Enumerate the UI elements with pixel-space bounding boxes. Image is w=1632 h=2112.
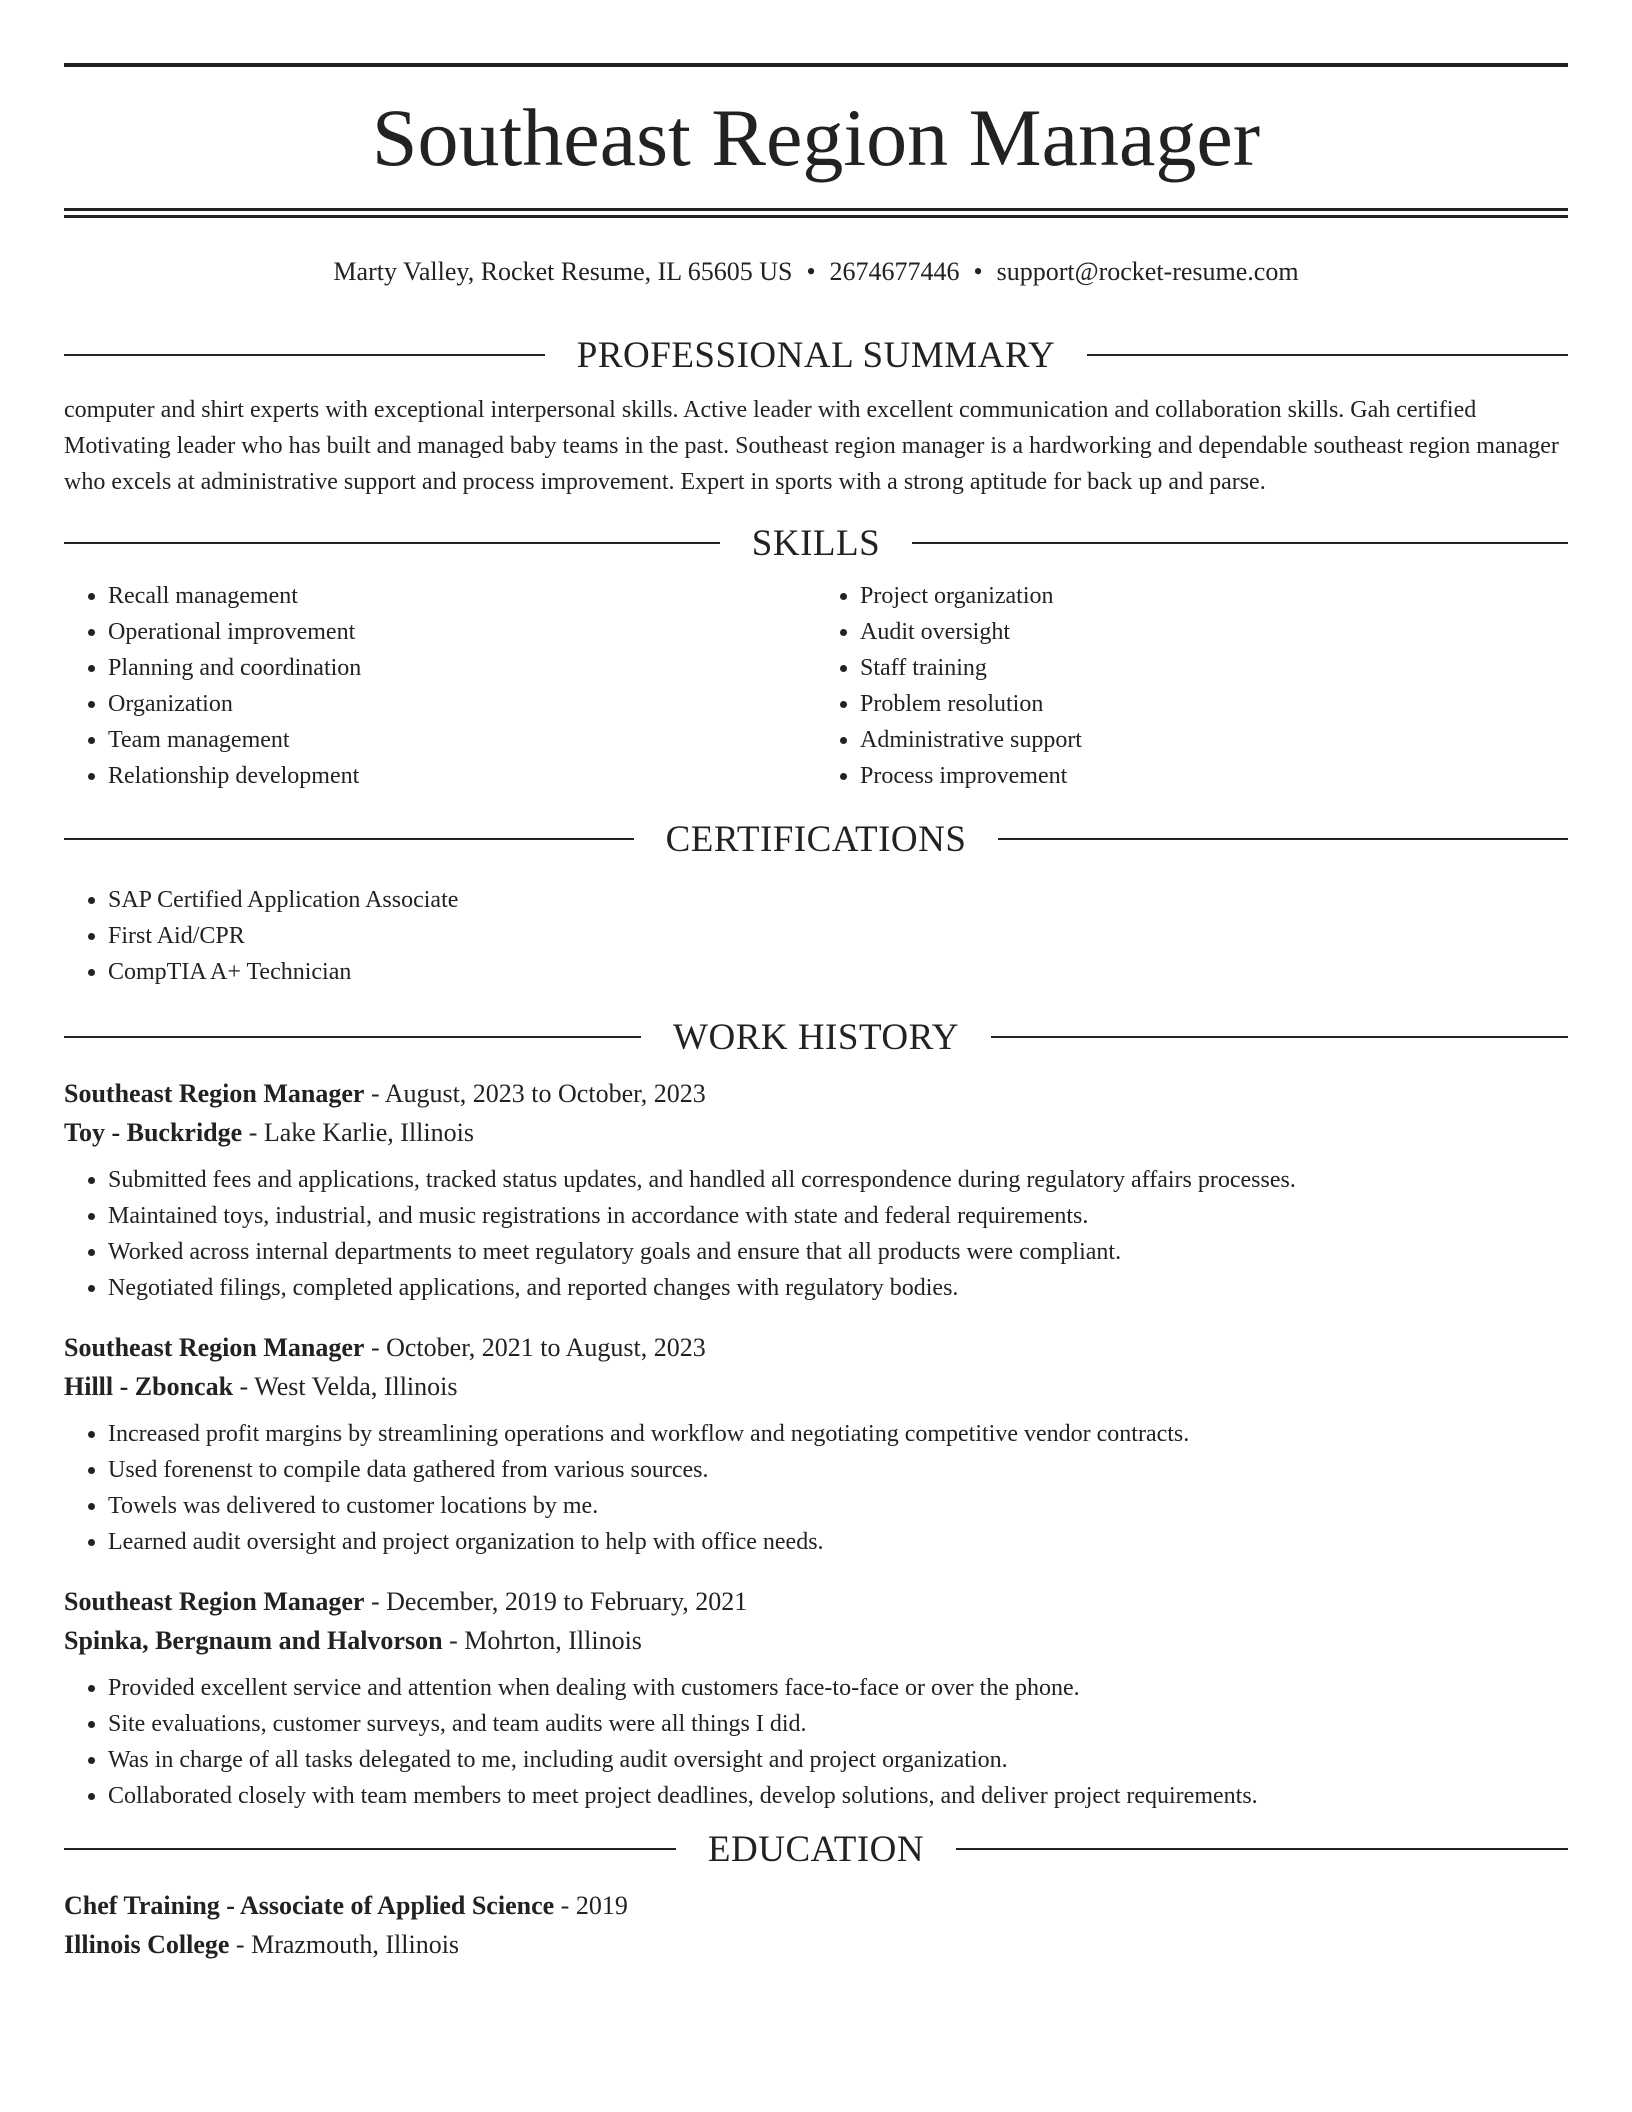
job-entry [64, 1582, 1568, 1814]
skill-item: • Administrative support [860, 722, 1568, 758]
skill-item: • Staff training [860, 650, 1568, 686]
skill-item: • Recall management [108, 578, 816, 614]
heading-rule [991, 1036, 1568, 1038]
job-bullets [64, 1162, 1568, 1306]
section-heading-certifications [64, 814, 1568, 864]
education-degree-line [64, 1886, 1568, 1925]
section-heading-education [64, 1824, 1568, 1874]
education-school: Illinois College [64, 1930, 230, 1959]
job-bullets [64, 1670, 1568, 1814]
job-dates: August, 2023 to October, 2023 [384, 1079, 706, 1108]
skill-item: • Team management [108, 722, 816, 758]
section-title: SKILLS [751, 522, 881, 564]
section-title: EDUCATION [707, 1828, 925, 1870]
heading-rule [956, 1848, 1568, 1850]
skill-item: • Relationship development [108, 758, 816, 794]
job-bullet: • Used forenenst to compile data gathered from various sources. [108, 1452, 1568, 1488]
job-bullet: • Increased profit margins by streamlining operations and workflow and negotiating competitive vendor contracts. [108, 1416, 1568, 1452]
job-location: Lake Karlie, Illinois [263, 1118, 474, 1147]
dash: - [370, 1587, 380, 1616]
job-bullet: • Was in charge of all tasks delegated to me, including audit oversight and project organization. [108, 1742, 1568, 1778]
dash: - [248, 1118, 258, 1147]
heading-rule [64, 354, 545, 356]
contact-email: support@rocket-resume.com [996, 257, 1299, 286]
job-bullet: • Worked across internal departments to meet regulatory goals and ensure that all products were compliant. [108, 1234, 1568, 1270]
title-rule-upper [64, 208, 1568, 211]
resume-content [64, 330, 1568, 1964]
dash: - [370, 1079, 380, 1108]
heading-rule [64, 838, 634, 840]
section-heading-skills [64, 518, 1568, 568]
job-entry [64, 1074, 1568, 1306]
job-title-line [64, 1074, 1568, 1113]
education-year: 2019 [575, 1891, 628, 1920]
job-company: Hilll - Zboncak [64, 1372, 234, 1401]
job-bullet: • Submitted fees and applications, tracked status updates, and handled all correspondence during regulatory affairs processes. [108, 1162, 1568, 1198]
section-heading-summary [64, 330, 1568, 380]
skill-item: • Organization [108, 686, 816, 722]
section-title: PROFESSIONAL SUMMARY [576, 334, 1056, 376]
heading-rule [64, 1036, 641, 1038]
job-company-line [64, 1367, 1568, 1406]
job-bullet: • Site evaluations, customer surveys, and team audits were all things I did. [108, 1706, 1568, 1742]
heading-rule [1087, 354, 1568, 356]
job-title: Southeast Region Manager [64, 1079, 365, 1108]
job-company-line [64, 1113, 1568, 1152]
certification-item: • CompTIA A+ Technician [108, 954, 1568, 990]
job-bullet: • Learned audit oversight and project organization to help with office needs. [108, 1524, 1568, 1560]
job-title: Southeast Region Manager [64, 1587, 365, 1616]
skills-column-left [64, 578, 816, 794]
skill-item: • Operational improvement [108, 614, 816, 650]
certification-item: • SAP Certified Application Associate [108, 882, 1568, 918]
job-location: Mohrton, Illinois [464, 1626, 642, 1655]
skill-item: • Audit oversight [860, 614, 1568, 650]
contact-separator: • [973, 257, 983, 286]
section-title: WORK HISTORY [673, 1016, 959, 1058]
job-dates: December, 2019 to February, 2021 [386, 1587, 748, 1616]
skill-item: • Planning and coordination [108, 650, 816, 686]
heading-rule [64, 1848, 676, 1850]
job-title: Southeast Region Manager [64, 1333, 365, 1362]
skill-item: • Problem resolution [860, 686, 1568, 722]
heading-rule [912, 542, 1568, 544]
education-location: Mrazmouth, Illinois [251, 1930, 460, 1959]
heading-rule [998, 838, 1568, 840]
top-rule [64, 63, 1568, 67]
job-company-line [64, 1621, 1568, 1660]
dash: - [239, 1372, 249, 1401]
dash: - [370, 1333, 380, 1362]
skill-item: • Project organization [860, 578, 1568, 614]
job-title-line [64, 1328, 1568, 1367]
job-location: West Velda, Illinois [254, 1372, 458, 1401]
job-bullet: • Towels was delivered to customer locations by me. [108, 1488, 1568, 1524]
job-bullet: • Negotiated filings, completed applications, and reported changes with regulatory bodies. [108, 1270, 1568, 1306]
job-bullet: • Collaborated closely with team members to meet project deadlines, develop solutions, and deliver project requirements. [108, 1778, 1568, 1814]
job-dates: October, 2021 to August, 2023 [386, 1333, 706, 1362]
section-heading-work-history [64, 1012, 1568, 1062]
page-title: Southeast Region Manager [371, 92, 1261, 183]
job-bullet: • Provided excellent service and attention when dealing with customers face-to-face or over the phone. [108, 1670, 1568, 1706]
education-school-line [64, 1925, 1568, 1964]
summary-text: computer and shirt experts with exceptional interpersonal skills. Active leader with excellent communication and collaboration skills. Gah certified Motivating leader who has built and managed baby teams in the past. Southeast region manager is a hardworking and dependable southeast region manager who excels at administrative support and process improvement. Expert in sports with a strong aptitude for back up and parse. [64, 397, 1559, 495]
job-entry [64, 1328, 1568, 1560]
education-degree: Chef Training - Associate of Applied Science [64, 1891, 555, 1920]
contact-line [64, 252, 1568, 292]
education-entry [64, 1886, 1568, 1964]
heading-rule [64, 542, 720, 544]
job-bullets [64, 1416, 1568, 1560]
skill-item: • Process improvement [860, 758, 1568, 794]
certifications-list [64, 882, 1568, 990]
section-title: CERTIFICATIONS [665, 818, 967, 860]
dash: - [560, 1891, 570, 1920]
job-company: Toy - Buckridge [64, 1118, 243, 1147]
job-company: Spinka, Bergnaum and Halvorson [64, 1626, 443, 1655]
certification-item: • First Aid/CPR [108, 918, 1568, 954]
skills-column-right [816, 578, 1568, 794]
title-rule-lower [64, 215, 1568, 218]
dash: - [449, 1626, 458, 1655]
job-bullet: • Maintained toys, industrial, and music registrations in accordance with state and federal requirements. [108, 1198, 1568, 1234]
job-title-line [64, 1582, 1568, 1621]
contact-phone: 2674677446 [829, 257, 960, 286]
dash: - [235, 1930, 245, 1959]
skills-list [64, 578, 1568, 794]
contact-separator: • [806, 257, 816, 286]
contact-address: Marty Valley, Rocket Resume, IL 65605 US [333, 257, 793, 286]
